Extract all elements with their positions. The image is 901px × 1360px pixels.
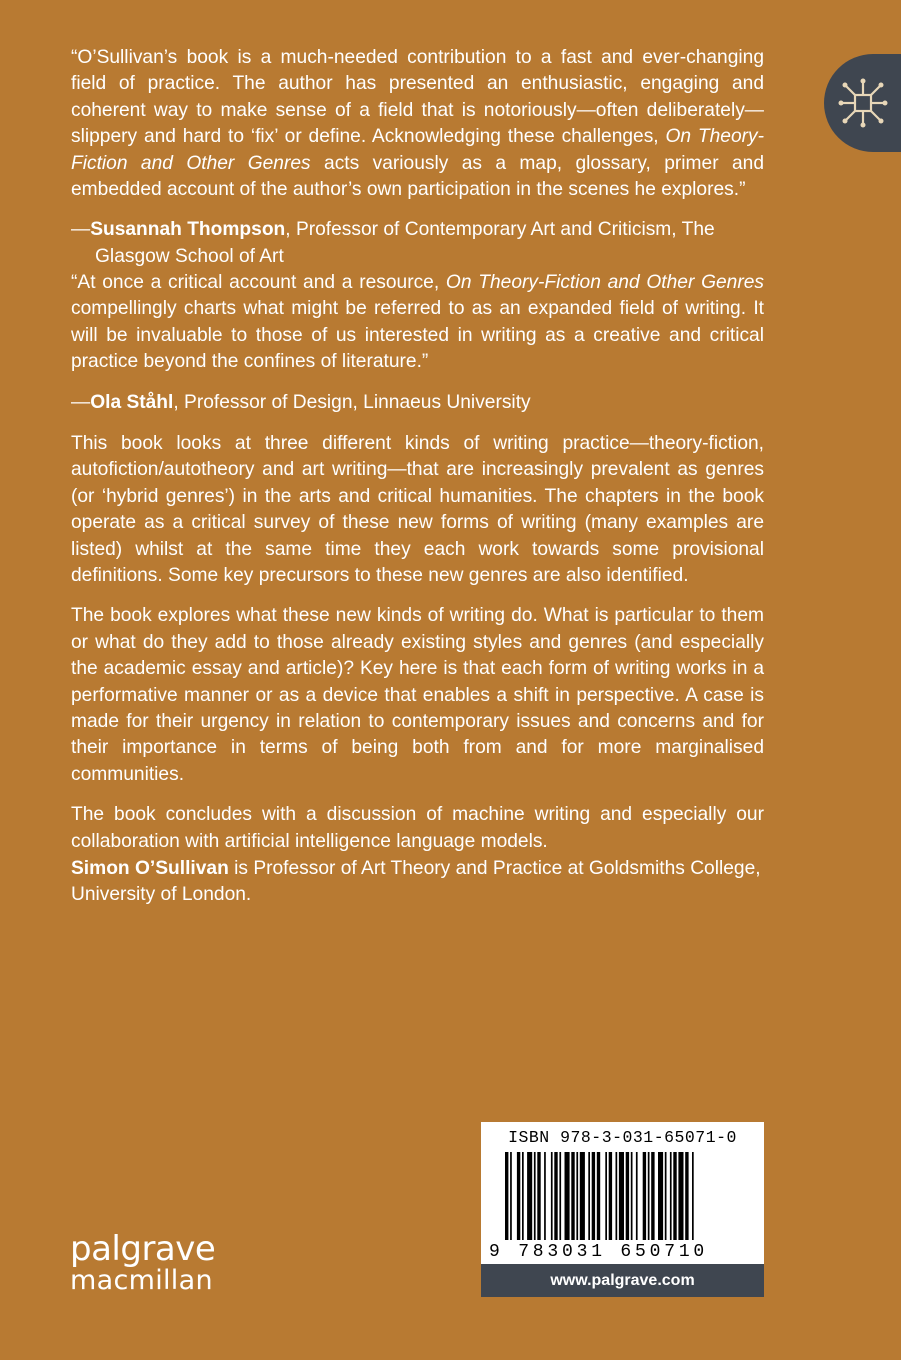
barcode-bar xyxy=(580,1152,585,1240)
barcode-bar xyxy=(692,1152,694,1240)
endorsement-attribution: —Ola Ståhl, Professor of Design, Linnaeus University xyxy=(71,391,531,413)
description-paragraph: This book looks at three different kinds of writing practice—theory-fiction, autofiction/autotheory and art writing—that are increasingly prevalent as genres (or ‘hybrid genres’) in the arts and critical humanities. The chapters in the book operate as a critical survey of these new forms of writing (many examples are listed) whilst at the same time they each work towards some provisional definitions. Some key precursors to these new genres are also identified. xyxy=(71,433,764,587)
endorsement-stahl xyxy=(71,270,764,430)
barcode-bar xyxy=(643,1152,646,1240)
isbn-label: ISBN 978-3-031-65071-0 xyxy=(508,1128,737,1147)
barcode-bar xyxy=(673,1152,676,1240)
endorsement-text: “At once a critical account and a resource, On Theory-Fiction and Other Genres compellingly charts what might be referred to as an expanded field of writing. It will be invaluable to those of us interested in writing as a creative and critical practice beyond the confines of literature.” xyxy=(71,272,764,373)
description-paragraph: The book concludes with a discussion of machine writing and especially our collaboration with artificial intelligence language models. xyxy=(71,804,764,852)
barcode-bar xyxy=(534,1152,536,1240)
barcode-bars xyxy=(491,1152,754,1242)
barcode-bar xyxy=(544,1152,546,1240)
barcode-bar xyxy=(510,1152,512,1240)
barcode-bar xyxy=(554,1152,557,1240)
barcode-bar xyxy=(619,1152,624,1240)
book-title: On Theory-Fiction and Other Genres xyxy=(71,126,764,174)
barcode-bar xyxy=(609,1152,612,1240)
barcode-bar xyxy=(565,1152,570,1240)
isbn-barcode xyxy=(481,1122,764,1297)
barcode-bar xyxy=(665,1152,667,1240)
barcode-bar xyxy=(636,1152,638,1240)
barcode-bar xyxy=(592,1152,595,1240)
description-paragraph: The book explores what these new kinds of writing do. What is particular to them or what do they add to those already existing styles and genres (and especially the academic essay and article)? Key here is that each form of writing works in a performative manner or as a device that enables a shift in perspective. A case is made for their urgency in relation to contemporary issues and concerns and for their importance in terms of being both from and for more marginalised communities. xyxy=(71,605,764,785)
endorser-name: Susannah Thompson xyxy=(90,219,286,241)
barcode-bar xyxy=(678,1152,683,1240)
barcode-digits: 9 783031 650710 xyxy=(489,1242,709,1262)
publisher-line1: palgrave xyxy=(70,1229,216,1269)
publisher-logo xyxy=(70,1229,216,1296)
barcode-bar xyxy=(616,1152,618,1240)
endorsement-attribution: —Susannah Thompson, Professor of Contemporary Art and Criticism, The Glasgow School of Art xyxy=(71,219,715,267)
barcode-bar xyxy=(551,1152,553,1240)
barcode-bar xyxy=(505,1152,508,1240)
palgrave-network-icon xyxy=(838,75,888,131)
barcode-bar xyxy=(631,1152,633,1240)
barcode-bar xyxy=(648,1152,650,1240)
barcode-bar xyxy=(685,1152,688,1240)
barcode-bar xyxy=(527,1152,532,1240)
publisher-line2: macmillan xyxy=(70,1265,213,1296)
barcode-bar xyxy=(522,1152,524,1240)
barcode-bar xyxy=(571,1152,574,1240)
publisher-url: www.palgrave.com xyxy=(481,1264,764,1297)
barcode-bar xyxy=(537,1152,540,1240)
book-description xyxy=(71,431,764,869)
barcode-bar xyxy=(626,1152,629,1240)
barcode-bar xyxy=(605,1152,607,1240)
endorser-name: Ola Ståhl xyxy=(90,391,174,413)
barcode-bar xyxy=(597,1152,600,1240)
series-badge xyxy=(824,54,901,152)
book-title: On Theory-Fiction and Other Genres xyxy=(445,272,764,293)
endorsement-thompson xyxy=(71,45,764,284)
barcode-bar xyxy=(576,1152,578,1240)
endorsement-text: “O’Sullivan’s book is a much-needed contribution to a fast and ever-changing field of practice. The author has presented an enthusiastic, engaging and coherent way to make sense of a field that is notoriously—often deliberately—slippery and hard to ‘fix’ or define. Acknowledging these challenges, On Theory-Fiction and Other Genres acts variously as a map, glossary, primer and embedded account of the author’s own participation in the scenes he explores.” xyxy=(71,47,764,201)
barcode-bar xyxy=(651,1152,654,1240)
barcode-bar xyxy=(559,1152,561,1240)
barcode-bar xyxy=(588,1152,590,1240)
barcode-bar xyxy=(517,1152,520,1240)
barcode-bar xyxy=(670,1152,672,1240)
barcode-bar xyxy=(658,1152,663,1240)
author-bio: Simon O’Sullivan is Professor of Art Theory and Practice at Goldsmiths College, University of London. xyxy=(71,858,761,906)
author-name: Simon O’Sullivan xyxy=(71,858,229,879)
